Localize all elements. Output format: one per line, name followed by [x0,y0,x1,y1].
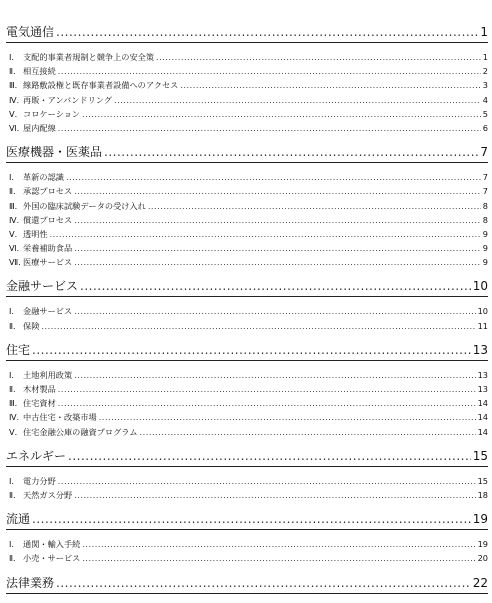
roman-numeral: Ⅲ. [9,200,18,211]
subsection-page-number: 9 [482,257,488,268]
section-title: 流通 [6,512,31,527]
subsection-page-number: 5 [482,108,488,119]
dot-leader [74,213,481,227]
dot-leader [82,537,475,551]
section-page-number: 10 [472,279,488,294]
roman-numeral: Ⅴ. [9,228,18,239]
section-spacer [6,594,488,603]
subsection-title: 木材製品 [23,384,56,394]
roman-numeral: Ⅱ. [9,66,16,77]
subsection-page-number: 6 [482,122,488,133]
subsection-title: 承認プロセス [23,186,73,197]
subsection-entry[interactable] [6,213,488,227]
roman-numeral: Ⅱ. [9,186,16,197]
subsection-title: 医療サービス [23,257,73,268]
subsection-page-number: 8 [482,214,488,225]
dot-leader [41,319,475,333]
subsection-title: コロケーション [23,108,80,119]
roman-numeral: Ⅰ. [9,369,15,380]
subsection-page-number: 2 [482,66,488,77]
subsection-entry[interactable] [6,368,488,382]
subsection-title: 金融サービス [23,306,73,317]
toc-section [6,144,488,278]
subsection-page-number: 13 [477,384,488,394]
subsection-title: 栄養補助食品 [23,243,73,254]
section-page-number: 15 [472,448,488,463]
roman-numeral: Ⅳ. [9,214,20,225]
dot-leader [74,304,475,318]
section-spacer [6,333,488,342]
section-title: 住宅 [6,342,31,357]
subsection-list [6,537,488,565]
subsection-entry[interactable] [6,170,488,184]
dot-leader [74,255,481,269]
subsection-entry[interactable] [6,304,488,318]
roman-numeral: Ⅳ. [9,412,20,423]
dot-leader [156,50,481,64]
dot-leader [56,575,471,592]
dot-leader [74,488,475,502]
subsection-title: 保険 [23,320,40,331]
section-title: 法律業務 [6,575,55,590]
subsection-list [6,50,488,135]
roman-numeral: Ⅰ. [9,475,15,486]
subsection-entry[interactable] [6,382,488,396]
subsection-page-number: 14 [477,412,488,423]
subsection-title: 住宅資材 [23,398,56,409]
subsection-entry[interactable] [6,255,488,269]
subsection-title: 中古住宅・改築市場 [23,412,97,423]
subsection-entry[interactable] [6,319,488,333]
dot-leader [99,410,476,424]
section-title: 金融サービス [6,279,79,294]
dot-leader [66,170,481,184]
dot-leader [58,474,476,488]
section-heading[interactable] [6,448,488,465]
subsection-title: 屋内配線 [23,122,56,133]
roman-numeral: Ⅱ. [9,320,16,331]
section-heading[interactable] [6,144,488,161]
subsection-page-number: 18 [477,489,488,500]
subsection-title: 支配的事業者規制と競争上の安全策 [23,52,155,62]
subsection-title: 再販・アンバンドリング [23,94,112,105]
subsection-title: 住宅金融公庫の融資プログラム [23,426,138,437]
toc-section [6,448,488,511]
dot-leader [114,93,481,107]
subsection-page-number: 20 [477,553,488,564]
section-spacer [6,439,488,448]
section-title: エネルギー [6,448,67,463]
toc-section [6,511,488,574]
section-spacer [6,269,488,278]
subsection-title: 革新の認識 [23,172,64,183]
subsection-page-number: 10 [477,306,488,317]
subsection-entry[interactable] [6,396,488,410]
dot-leader [58,64,481,78]
section-divider [6,360,488,361]
subsection-title: 通関・輸入手続 [23,539,81,550]
section-divider [6,529,488,530]
subsection-entry[interactable] [6,227,488,241]
dot-leader [58,396,476,410]
toc-section [6,342,488,448]
subsection-page-number: 11 [477,320,488,331]
subsection-list [6,170,488,269]
section-heading[interactable] [6,511,488,528]
section-page-number: 19 [472,512,488,527]
roman-numeral: Ⅴ. [9,426,18,437]
subsection-page-number: 14 [477,426,488,437]
roman-numeral: Ⅶ. [9,257,21,268]
subsection-entry[interactable] [6,425,488,439]
subsection-title: 透明性 [23,228,48,239]
subsection-title: 外国の臨床試験データの受け入れ [23,200,146,211]
subsection-entry[interactable] [6,50,488,64]
subsection-entry[interactable] [6,474,488,488]
subsection-entry[interactable] [6,551,488,565]
section-heading[interactable] [6,575,488,592]
dot-leader [50,227,481,241]
dot-leader [32,342,471,359]
section-page-number: 13 [472,342,488,357]
roman-numeral: Ⅰ. [9,539,15,550]
subsection-title: 電力分野 [23,475,56,486]
dot-leader [74,184,481,198]
subsection-page-number: 19 [477,539,488,550]
subsection-page-number: 14 [477,398,488,409]
section-page-number: 7 [480,145,488,160]
roman-numeral: Ⅲ. [9,80,18,91]
subsection-entry[interactable] [6,410,488,424]
subsection-list [6,368,488,439]
subsection-entry[interactable] [6,537,488,551]
roman-numeral: Ⅰ. [9,52,15,62]
dot-leader [140,425,476,439]
subsection-page-number: 3 [482,80,488,91]
subsection-page-number: 4 [482,94,488,105]
subsection-entry[interactable] [6,93,488,107]
subsection-entry[interactable] [6,199,488,213]
subsection-page-number: 9 [482,228,488,239]
subsection-entry[interactable] [6,64,488,78]
subsection-entry[interactable] [6,241,488,255]
dot-leader [68,448,471,465]
toc-section [6,575,488,603]
subsection-list [6,304,488,332]
subsection-list [6,474,488,502]
section-divider [6,466,488,467]
roman-numeral: Ⅱ. [9,384,16,394]
section-title: 医療機器・医薬品 [6,145,103,160]
dot-leader [82,551,475,565]
toc-section [6,278,488,341]
section-spacer [6,502,488,511]
subsection-title: 相互接続 [23,66,56,77]
dot-leader [58,382,476,396]
roman-numeral: Ⅰ. [9,172,15,183]
section-heading[interactable] [6,342,488,359]
roman-numeral: Ⅱ. [9,553,16,564]
subsection-page-number: 7 [482,186,488,197]
section-divider [6,42,488,43]
dot-leader [74,368,475,382]
section-spacer [6,135,488,144]
section-heading[interactable] [6,278,488,295]
roman-numeral: Ⅲ. [9,398,18,409]
dot-leader [74,241,481,255]
dot-leader [148,199,481,213]
subsection-title: 線路敷設権と既存事業者設備へのアクセス [23,80,179,91]
subsection-title: 土地利用政策 [23,369,73,380]
subsection-entry[interactable] [6,78,488,92]
roman-numeral: Ⅳ. [9,94,20,105]
dot-leader [32,511,471,528]
subsection-page-number: 9 [482,243,488,254]
dot-leader [180,78,480,92]
subsection-title: 天然ガス分野 [23,489,73,500]
subsection-title: 小売・サービス [23,553,81,564]
section-title: 電気通信 [6,25,55,39]
subsection-entry[interactable] [6,107,488,121]
dot-leader [80,278,471,295]
subsection-entry[interactable] [6,488,488,502]
subsection-title: 償還プロセス [23,214,73,225]
dot-leader [56,24,478,41]
subsection-page-number: 13 [477,369,488,380]
dot-leader [104,144,478,161]
subsection-page-number: 7 [482,172,488,183]
section-page-number: 22 [472,575,488,590]
subsection-entry[interactable] [6,184,488,198]
dot-leader [82,107,481,121]
table-of-contents [6,24,488,603]
roman-numeral: Ⅱ. [9,489,16,500]
toc-section [6,24,488,144]
subsection-page-number: 8 [482,200,488,211]
subsection-page-number: 15 [477,475,488,486]
section-divider [6,296,488,297]
section-spacer [6,566,488,575]
subsection-entry[interactable] [6,121,488,135]
roman-numeral: Ⅵ. [9,122,20,133]
roman-numeral: Ⅰ. [9,306,15,317]
section-page-number: 1 [480,25,488,39]
roman-numeral: Ⅴ. [9,108,18,119]
subsection-page-number: 1 [482,52,488,62]
roman-numeral: Ⅵ. [9,243,20,254]
dot-leader [58,121,481,135]
section-divider [6,162,488,163]
section-heading[interactable] [6,24,488,41]
